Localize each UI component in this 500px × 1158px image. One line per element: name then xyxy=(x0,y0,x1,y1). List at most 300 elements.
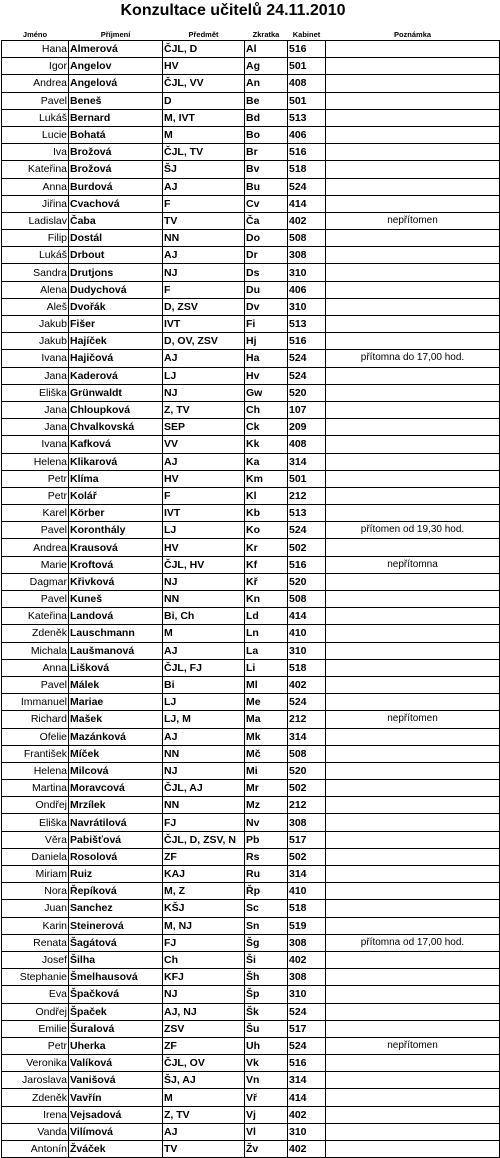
cell-kabinet: 107 xyxy=(288,401,326,418)
cell-zkratka: Ds xyxy=(245,264,288,281)
cell-zkratka: Šg xyxy=(245,934,288,951)
cell-predmet: D, ZSV xyxy=(163,298,245,315)
cell-prijmeni: Moravcová xyxy=(69,780,163,797)
cell-predmet: AJ xyxy=(163,1123,245,1140)
cell-zkratka: Mč xyxy=(245,745,288,762)
cell-jmeno: Hana xyxy=(2,41,69,58)
cell-predmet: ŠJ xyxy=(163,161,245,178)
cell-zkratka: An xyxy=(245,75,288,92)
cell-predmet: ČJL, HV xyxy=(163,556,245,573)
cell-kabinet: 520 xyxy=(288,762,326,779)
cell-jmeno: Pavel xyxy=(2,591,69,608)
cell-jmeno: Daniela xyxy=(2,848,69,865)
cell-jmeno: Jana xyxy=(2,401,69,418)
table-row xyxy=(2,350,500,367)
cell-zkratka: Pb xyxy=(245,831,288,848)
cell-predmet: ZF xyxy=(163,848,245,865)
cell-kabinet: 212 xyxy=(288,711,326,728)
cell-poznamka xyxy=(326,831,500,848)
cell-predmet: NJ xyxy=(163,384,245,401)
cell-jmeno: Eva xyxy=(2,986,69,1003)
cell-poznamka xyxy=(326,608,500,625)
cell-prijmeni: Dudychová xyxy=(69,281,163,298)
cell-kabinet: 406 xyxy=(288,281,326,298)
cell-zkratka: Kb xyxy=(245,505,288,522)
cell-predmet: SEP xyxy=(163,419,245,436)
cell-kabinet: 502 xyxy=(288,539,326,556)
cell-poznamka xyxy=(326,161,500,178)
table-row xyxy=(2,195,500,212)
cell-kabinet: 524 xyxy=(288,694,326,711)
cell-kabinet: 314 xyxy=(288,866,326,883)
cell-kabinet: 518 xyxy=(288,161,326,178)
cell-kabinet: 308 xyxy=(288,969,326,986)
cell-prijmeni: Špaček xyxy=(69,1003,163,1020)
cell-kabinet: 513 xyxy=(288,316,326,333)
cell-poznamka: přítomna od 17,00 hod. xyxy=(326,934,500,951)
cell-jmeno: Anna xyxy=(2,178,69,195)
table-row xyxy=(2,556,500,573)
cell-jmeno: Martina xyxy=(2,780,69,797)
table-row xyxy=(2,367,500,384)
cell-jmeno: Jiřina xyxy=(2,195,69,212)
table-row xyxy=(2,1141,500,1158)
cell-zkratka: Uh xyxy=(245,1037,288,1054)
cell-prijmeni: Lauschmann xyxy=(69,625,163,642)
consultation-table xyxy=(1,30,500,1158)
cell-poznamka xyxy=(326,505,500,522)
cell-poznamka: nepřítomen xyxy=(326,212,500,229)
cell-zkratka: Kr xyxy=(245,539,288,556)
cell-zkratka: Bv xyxy=(245,161,288,178)
cell-prijmeni: Klíma xyxy=(69,470,163,487)
cell-zkratka: Fi xyxy=(245,316,288,333)
cell-prijmeni: Almerová xyxy=(69,41,163,58)
table-row xyxy=(2,505,500,522)
table-row xyxy=(2,814,500,831)
cell-prijmeni: Mazánková xyxy=(69,728,163,745)
cell-prijmeni: Fišer xyxy=(69,316,163,333)
cell-jmeno: Michala xyxy=(2,642,69,659)
cell-poznamka xyxy=(326,591,500,608)
cell-zkratka: Rs xyxy=(245,848,288,865)
cell-prijmeni: Körber xyxy=(69,505,163,522)
cell-jmeno: Vanda xyxy=(2,1123,69,1140)
cell-jmeno: Josef xyxy=(2,951,69,968)
cell-predmet: NJ xyxy=(163,986,245,1003)
table-row xyxy=(2,883,500,900)
cell-kabinet: 308 xyxy=(288,247,326,264)
cell-poznamka xyxy=(326,1003,500,1020)
cell-prijmeni: Laušmanová xyxy=(69,642,163,659)
cell-predmet: NN xyxy=(163,230,245,247)
cell-predmet: NN xyxy=(163,797,245,814)
cell-prijmeni: Málek xyxy=(69,676,163,693)
table-row xyxy=(2,247,500,264)
cell-prijmeni: Pabišťová xyxy=(69,831,163,848)
cell-zkratka: Ag xyxy=(245,58,288,75)
cell-poznamka xyxy=(326,401,500,418)
cell-poznamka xyxy=(326,539,500,556)
cell-poznamka xyxy=(326,969,500,986)
cell-poznamka xyxy=(326,1055,500,1072)
cell-jmeno: Andrea xyxy=(2,539,69,556)
cell-jmeno: Ivana xyxy=(2,350,69,367)
cell-jmeno: Andrea xyxy=(2,75,69,92)
table-row xyxy=(2,1020,500,1037)
cell-poznamka xyxy=(326,487,500,504)
cell-zkratka: Bo xyxy=(245,126,288,143)
cell-poznamka xyxy=(326,92,500,109)
cell-kabinet: 513 xyxy=(288,505,326,522)
table-row xyxy=(2,230,500,247)
cell-zkratka: Mz xyxy=(245,797,288,814)
cell-prijmeni: Čaba xyxy=(69,212,163,229)
cell-poznamka xyxy=(326,1089,500,1106)
cell-kabinet: 524 xyxy=(288,178,326,195)
cell-jmeno: Ivana xyxy=(2,436,69,453)
cell-kabinet: 408 xyxy=(288,75,326,92)
cell-poznamka xyxy=(326,797,500,814)
cell-poznamka xyxy=(326,316,500,333)
cell-prijmeni: Kolář xyxy=(69,487,163,504)
cell-predmet: NN xyxy=(163,745,245,762)
cell-zkratka: Šk xyxy=(245,1003,288,1020)
table-row xyxy=(2,780,500,797)
cell-jmeno: Petr xyxy=(2,487,69,504)
table-row xyxy=(2,831,500,848)
cell-prijmeni: Brožová xyxy=(69,144,163,161)
cell-zkratka: Mr xyxy=(245,780,288,797)
cell-kabinet: 310 xyxy=(288,986,326,1003)
cell-poznamka xyxy=(326,367,500,384)
cell-predmet: FJ xyxy=(163,934,245,951)
cell-prijmeni: Žváček xyxy=(69,1141,163,1158)
cell-predmet: NJ xyxy=(163,573,245,590)
cell-kabinet: 414 xyxy=(288,195,326,212)
cell-prijmeni: Vavřín xyxy=(69,1089,163,1106)
cell-kabinet: 212 xyxy=(288,797,326,814)
cell-jmeno: Ladislav xyxy=(2,212,69,229)
table-row xyxy=(2,986,500,1003)
table-row xyxy=(2,745,500,762)
cell-poznamka xyxy=(326,195,500,212)
cell-zkratka: Ha xyxy=(245,350,288,367)
cell-poznamka: přítomen od 19,30 hod. xyxy=(326,522,500,539)
cell-zkratka: Km xyxy=(245,470,288,487)
cell-zkratka: Dv xyxy=(245,298,288,315)
cell-zkratka: Ld xyxy=(245,608,288,625)
cell-jmeno: Iva xyxy=(2,144,69,161)
cell-prijmeni: Kuneš xyxy=(69,591,163,608)
cell-kabinet: 508 xyxy=(288,745,326,762)
cell-jmeno: Eliška xyxy=(2,384,69,401)
cell-zkratka: Sc xyxy=(245,900,288,917)
cell-prijmeni: Steinerová xyxy=(69,917,163,934)
table-row xyxy=(2,487,500,504)
cell-prijmeni: Grünwaldt xyxy=(69,384,163,401)
cell-predmet: M xyxy=(163,625,245,642)
cell-prijmeni: Chloupková xyxy=(69,401,163,418)
cell-jmeno: Petr xyxy=(2,470,69,487)
cell-prijmeni: Bohatá xyxy=(69,126,163,143)
cell-predmet: Bi, Ch xyxy=(163,608,245,625)
table-row xyxy=(2,1055,500,1072)
cell-prijmeni: Mrzílek xyxy=(69,797,163,814)
cell-predmet: M xyxy=(163,1089,245,1106)
cell-zkratka: Ru xyxy=(245,866,288,883)
cell-prijmeni: Řepíková xyxy=(69,883,163,900)
cell-jmeno: Igor xyxy=(2,58,69,75)
cell-zkratka: Ko xyxy=(245,522,288,539)
cell-predmet: D xyxy=(163,92,245,109)
cell-predmet: FJ xyxy=(163,814,245,831)
table-row xyxy=(2,694,500,711)
table-row xyxy=(2,75,500,92)
cell-predmet: F xyxy=(163,487,245,504)
header-prijmeni: Příjmení xyxy=(100,30,131,39)
cell-zkratka: Kl xyxy=(245,487,288,504)
cell-jmeno: Zdeněk xyxy=(2,1089,69,1106)
cell-zkratka: Cv xyxy=(245,195,288,212)
cell-jmeno: Helena xyxy=(2,453,69,470)
cell-kabinet: 308 xyxy=(288,934,326,951)
cell-predmet: AJ xyxy=(163,350,245,367)
cell-predmet: HV xyxy=(163,539,245,556)
cell-kabinet: 314 xyxy=(288,1072,326,1089)
cell-poznamka xyxy=(326,58,500,75)
table-row xyxy=(2,762,500,779)
table-body xyxy=(2,41,500,1158)
cell-kabinet: 402 xyxy=(288,1141,326,1158)
table-row xyxy=(2,625,500,642)
cell-zkratka: Vj xyxy=(245,1106,288,1123)
cell-kabinet: 508 xyxy=(288,591,326,608)
cell-prijmeni: Šagátová xyxy=(69,934,163,951)
cell-jmeno: Nora xyxy=(2,883,69,900)
cell-kabinet: 524 xyxy=(288,367,326,384)
cell-poznamka xyxy=(326,573,500,590)
header-predmet: Předmět xyxy=(188,30,219,39)
cell-prijmeni: Chvalkovská xyxy=(69,419,163,436)
cell-zkratka: Vl xyxy=(245,1123,288,1140)
cell-prijmeni: Koronthály xyxy=(69,522,163,539)
cell-kabinet: 308 xyxy=(288,814,326,831)
cell-zkratka: Dr xyxy=(245,247,288,264)
cell-kabinet: 406 xyxy=(288,126,326,143)
cell-jmeno: Pavel xyxy=(2,92,69,109)
cell-poznamka xyxy=(326,676,500,693)
cell-poznamka xyxy=(326,230,500,247)
cell-poznamka xyxy=(326,1106,500,1123)
cell-zkratka: Ln xyxy=(245,625,288,642)
cell-zkratka: Ši xyxy=(245,951,288,968)
table-row xyxy=(2,608,500,625)
cell-poznamka xyxy=(326,470,500,487)
cell-zkratka: Vn xyxy=(245,1072,288,1089)
cell-prijmeni: Milcová xyxy=(69,762,163,779)
cell-jmeno: Dagmar xyxy=(2,573,69,590)
cell-jmeno: Petr xyxy=(2,1037,69,1054)
cell-predmet: AJ xyxy=(163,453,245,470)
cell-zkratka: Br xyxy=(245,144,288,161)
cell-predmet: LJ xyxy=(163,367,245,384)
cell-poznamka xyxy=(326,419,500,436)
cell-prijmeni: Dostál xyxy=(69,230,163,247)
cell-zkratka: Kk xyxy=(245,436,288,453)
cell-jmeno: Lucie xyxy=(2,126,69,143)
table-row xyxy=(2,144,500,161)
cell-predmet: KFJ xyxy=(163,969,245,986)
cell-predmet: ČJL, VV xyxy=(163,75,245,92)
cell-prijmeni: Drbout xyxy=(69,247,163,264)
cell-predmet: TV xyxy=(163,1141,245,1158)
cell-zkratka: Hj xyxy=(245,333,288,350)
cell-zkratka: Ck xyxy=(245,419,288,436)
cell-jmeno: Antonín xyxy=(2,1141,69,1158)
table-row xyxy=(2,316,500,333)
cell-poznamka xyxy=(326,126,500,143)
cell-zkratka: Mk xyxy=(245,728,288,745)
cell-predmet: M, Z xyxy=(163,883,245,900)
table-row xyxy=(2,1037,500,1054)
cell-predmet: F xyxy=(163,195,245,212)
cell-zkratka: Gw xyxy=(245,384,288,401)
cell-kabinet: 310 xyxy=(288,298,326,315)
cell-jmeno: Miriam xyxy=(2,866,69,883)
cell-jmeno: Anna xyxy=(2,659,69,676)
cell-jmeno: Jaroslava xyxy=(2,1072,69,1089)
table-row xyxy=(2,1089,500,1106)
cell-prijmeni: Míček xyxy=(69,745,163,762)
cell-predmet: TV xyxy=(163,212,245,229)
cell-zkratka: Mi xyxy=(245,762,288,779)
table-row xyxy=(2,522,500,539)
cell-prijmeni: Cvachová xyxy=(69,195,163,212)
cell-jmeno: Emilie xyxy=(2,1020,69,1037)
cell-zkratka: Ka xyxy=(245,453,288,470)
cell-jmeno: Helena xyxy=(2,762,69,779)
cell-predmet: ČJL, AJ xyxy=(163,780,245,797)
cell-kabinet: 516 xyxy=(288,144,326,161)
table-row xyxy=(2,298,500,315)
cell-kabinet: 501 xyxy=(288,58,326,75)
cell-poznamka xyxy=(326,762,500,779)
cell-poznamka xyxy=(326,1020,500,1037)
cell-zkratka: Al xyxy=(245,41,288,58)
cell-predmet: ZSV xyxy=(163,1020,245,1037)
cell-kabinet: 520 xyxy=(288,573,326,590)
cell-zkratka: Kn xyxy=(245,591,288,608)
table-row xyxy=(2,281,500,298)
cell-predmet: AJ xyxy=(163,728,245,745)
cell-predmet: NN xyxy=(163,591,245,608)
cell-kabinet: 310 xyxy=(288,264,326,281)
table-row xyxy=(2,264,500,281)
cell-kabinet: 501 xyxy=(288,470,326,487)
document-title xyxy=(0,0,500,24)
cell-jmeno: Ofelie xyxy=(2,728,69,745)
cell-jmeno: Pavel xyxy=(2,522,69,539)
cell-zkratka: Vk xyxy=(245,1055,288,1072)
cell-prijmeni: Krausová xyxy=(69,539,163,556)
cell-prijmeni: Bernard xyxy=(69,109,163,126)
cell-poznamka xyxy=(326,144,500,161)
cell-prijmeni: Dvořák xyxy=(69,298,163,315)
cell-kabinet: 501 xyxy=(288,92,326,109)
cell-predmet: LJ xyxy=(163,694,245,711)
cell-prijmeni: Rosolová xyxy=(69,848,163,865)
cell-poznamka xyxy=(326,264,500,281)
cell-jmeno: Renata xyxy=(2,934,69,951)
cell-kabinet: 524 xyxy=(288,522,326,539)
header-zkratka: Zkratka xyxy=(252,30,280,39)
cell-prijmeni: Kafková xyxy=(69,436,163,453)
cell-poznamka xyxy=(326,780,500,797)
cell-zkratka: Bd xyxy=(245,109,288,126)
cell-prijmeni: Landová xyxy=(69,608,163,625)
cell-kabinet: 519 xyxy=(288,917,326,934)
cell-jmeno: František xyxy=(2,745,69,762)
cell-prijmeni: Uherka xyxy=(69,1037,163,1054)
cell-poznamka xyxy=(326,75,500,92)
cell-kabinet: 314 xyxy=(288,453,326,470)
cell-poznamka xyxy=(326,298,500,315)
cell-kabinet: 310 xyxy=(288,1123,326,1140)
table-row xyxy=(2,934,500,951)
cell-poznamka xyxy=(326,728,500,745)
cell-kabinet: 520 xyxy=(288,384,326,401)
cell-kabinet: 524 xyxy=(288,1003,326,1020)
cell-zkratka: Do xyxy=(245,230,288,247)
cell-kabinet: 410 xyxy=(288,625,326,642)
cell-poznamka xyxy=(326,384,500,401)
cell-kabinet: 502 xyxy=(288,848,326,865)
cell-poznamka xyxy=(326,1123,500,1140)
cell-jmeno: Irena xyxy=(2,1106,69,1123)
cell-zkratka: Du xyxy=(245,281,288,298)
cell-jmeno: Kateřina xyxy=(2,608,69,625)
cell-poznamka xyxy=(326,436,500,453)
cell-kabinet: 408 xyxy=(288,436,326,453)
cell-jmeno: Veronika xyxy=(2,1055,69,1072)
cell-jmeno: Kateřina xyxy=(2,161,69,178)
table-row xyxy=(2,711,500,728)
cell-kabinet: 402 xyxy=(288,1106,326,1123)
cell-zkratka: Kř xyxy=(245,573,288,590)
cell-jmeno: Lukáš xyxy=(2,247,69,264)
cell-zkratka: Ch xyxy=(245,401,288,418)
table-row xyxy=(2,1072,500,1089)
cell-jmeno: Zdeněk xyxy=(2,625,69,642)
cell-predmet: AJ xyxy=(163,178,245,195)
cell-predmet: NJ xyxy=(163,264,245,281)
cell-jmeno: Lukáš xyxy=(2,109,69,126)
table-row xyxy=(2,384,500,401)
cell-jmeno: Eliška xyxy=(2,814,69,831)
cell-zkratka: Kf xyxy=(245,556,288,573)
cell-prijmeni: Drutjons xyxy=(69,264,163,281)
cell-predmet: Z, TV xyxy=(163,1106,245,1123)
cell-prijmeni: Mašek xyxy=(69,711,163,728)
cell-poznamka xyxy=(326,453,500,470)
cell-jmeno: Pavel xyxy=(2,676,69,693)
header-kabinet: Kabinet xyxy=(292,30,321,39)
cell-poznamka xyxy=(326,625,500,642)
cell-prijmeni: Angelov xyxy=(69,58,163,75)
cell-poznamka xyxy=(326,900,500,917)
cell-prijmeni: Šuralová xyxy=(69,1020,163,1037)
